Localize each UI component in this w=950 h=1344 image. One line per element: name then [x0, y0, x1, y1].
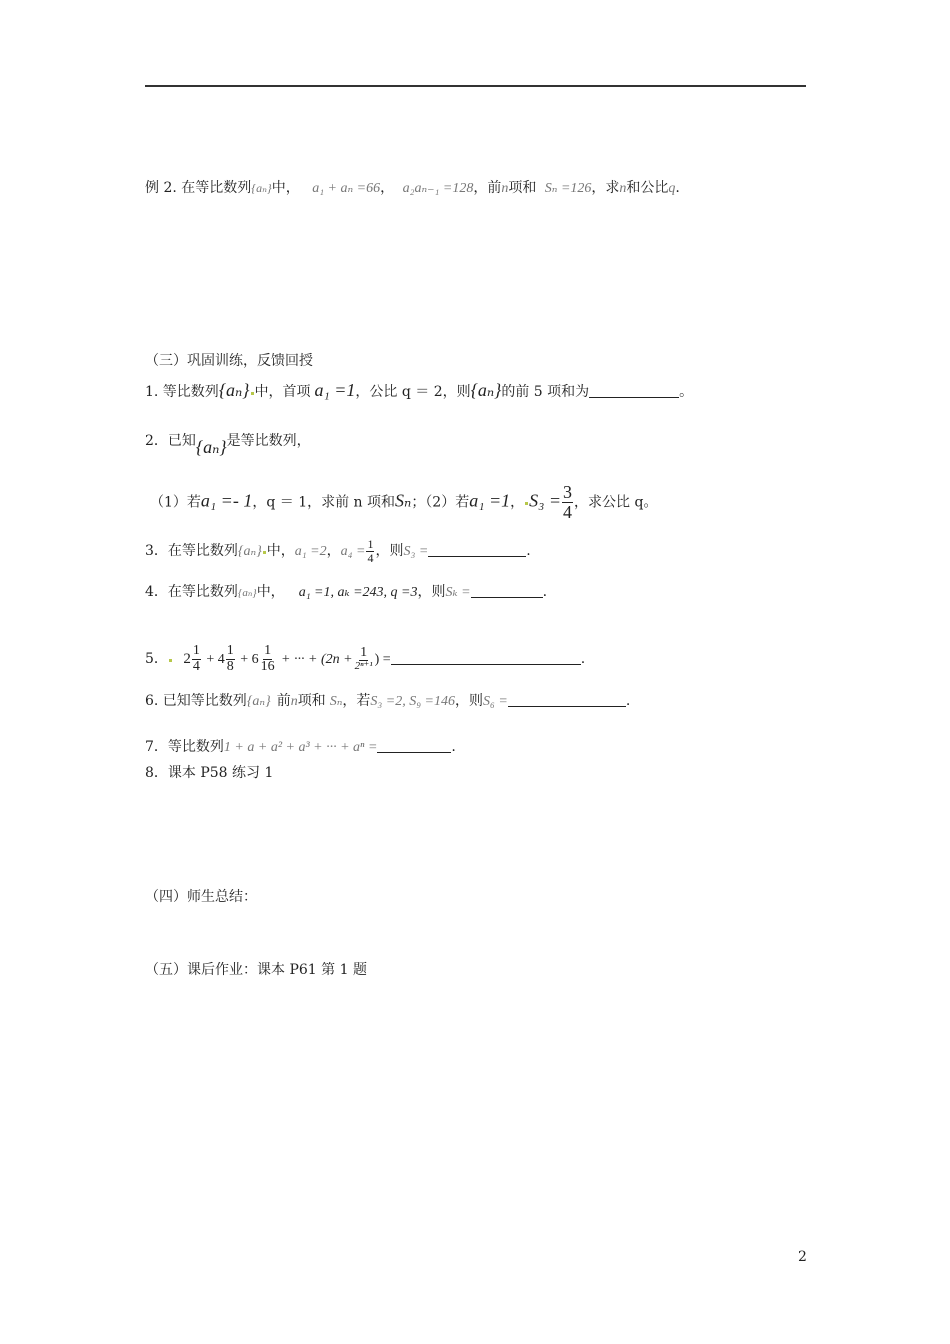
seq-an: {aₙ}: [237, 544, 262, 560]
answer-blank[interactable]: [391, 652, 581, 665]
header-rule: [145, 85, 806, 87]
expr-term: + 6: [240, 652, 259, 668]
text: 前: [276, 693, 291, 709]
text: （1）若: [150, 494, 201, 511]
eq-a2-an-1: a₂aₙ₋₁ =128: [402, 181, 474, 196]
question-6: [145, 694, 630, 709]
text: 6. 已知等比数列: [145, 693, 247, 709]
expr-term: 2: [183, 651, 191, 668]
answer-blank[interactable]: [377, 740, 451, 753]
eq-a4: a₄ =: [340, 544, 366, 560]
text: ，求: [591, 180, 620, 196]
question-2-parts: [150, 483, 657, 522]
text: ，则: [417, 584, 446, 600]
text: 和公比: [626, 180, 669, 196]
fraction-1-2n1: $\frac{1}{\text{2ⁿ⁺¹}}$: [354, 644, 373, 673]
text: 项和: [508, 180, 537, 196]
sep: ，前: [473, 180, 502, 196]
expr-term: + ··· + (2n +: [281, 652, 353, 668]
section-4-title: （四）师生总结：: [145, 889, 257, 905]
text: .: [526, 543, 531, 560]
text: .: [542, 584, 548, 600]
eq-s3: S₃ =: [403, 544, 429, 560]
seq-an: {aₙ}: [195, 437, 227, 457]
var-sn: Sₙ: [395, 490, 412, 511]
answer-blank[interactable]: [589, 385, 679, 398]
text: 2．已知: [145, 433, 196, 449]
text: 。: [679, 384, 694, 400]
text: .: [675, 180, 680, 196]
expr-term: + 4: [206, 652, 225, 668]
fraction-1-8: $\frac{1}{8}$: [226, 643, 234, 674]
question-4: [145, 585, 547, 600]
question-7: [145, 740, 456, 755]
question-1: [145, 381, 693, 399]
text: 5．: [145, 651, 168, 668]
fraction-1-4: $\frac{1}{4}$: [192, 643, 200, 674]
eq-s3: S₃ =: [529, 490, 562, 511]
answer-blank[interactable]: [508, 694, 626, 707]
question-2: [145, 430, 311, 457]
eq-a1: a₁ =2: [294, 544, 327, 560]
marker-dot: [525, 502, 528, 505]
fraction-1-16: $\frac{1}{16}$: [260, 643, 275, 674]
expr-term: ) =: [374, 652, 391, 668]
var-n: n: [501, 181, 509, 196]
text: ，则: [375, 543, 404, 560]
answer-blank[interactable]: [428, 544, 526, 557]
var-n: n: [619, 181, 627, 196]
text: .: [625, 693, 631, 709]
eq-a1: a₁ =- 1: [200, 490, 253, 511]
text: 4．在等比数列: [145, 584, 238, 600]
eq-sk: Sₖ =: [445, 585, 471, 600]
text: ，q ＝ 1，求前 n 项和: [252, 494, 396, 511]
text: 1. 等比数列: [145, 384, 219, 400]
seq-an: {aₙ}: [218, 380, 250, 400]
expr-series: 1 + a + a² + a³ + ··· + aⁿ =: [223, 740, 378, 755]
text: ，: [326, 543, 341, 560]
text: ，则: [455, 693, 484, 709]
text: ，公比 q ＝ 2，则: [355, 384, 471, 400]
eq-a1: a₁ =1: [314, 380, 356, 400]
example-2-mid: 中，: [271, 180, 300, 196]
seq-an: {aₙ}: [251, 181, 272, 195]
text: 中，: [266, 543, 295, 560]
page-number: 2: [798, 1249, 807, 1265]
eq-sn: Sₙ =126: [544, 181, 592, 196]
text: ，: [510, 494, 525, 511]
text: ，若: [342, 693, 371, 709]
text: 3．在等比数列: [145, 543, 238, 560]
sep: ，: [380, 180, 395, 196]
text: 中，: [256, 584, 285, 600]
section-5-title: （五）课后作业：课本 P61 第 1 题: [145, 962, 367, 978]
marker-dot: [169, 659, 172, 662]
text: 中，首项: [254, 384, 311, 400]
var-n: n: [290, 694, 298, 709]
question-8: 8．课本 P58 练习 1: [145, 765, 274, 781]
text: ；（2）若: [411, 494, 470, 511]
text: 7．等比数列: [145, 739, 224, 755]
var-sn: Sₙ: [329, 694, 343, 709]
marker-dot: [263, 551, 266, 554]
text: 是等比数列，: [226, 433, 311, 449]
answer-blank[interactable]: [471, 585, 543, 598]
eq-a1: a₁ =1: [469, 490, 511, 511]
seq-an: {aₙ}: [246, 694, 271, 709]
var-q: q: [668, 181, 676, 196]
text: .: [451, 739, 456, 755]
text: .: [580, 651, 586, 668]
marker-dot: [251, 392, 254, 395]
example-2-prefix: 例 2. 在等比数列: [145, 180, 252, 196]
section-3-title: （三）巩固训练，反馈回授: [145, 353, 313, 369]
text: ，求公比 q。: [574, 494, 658, 511]
eq-s3-s9: S₃ =2, S₉ =146: [370, 694, 456, 709]
eq-s6: S₆ =: [483, 694, 508, 709]
eq-a1-plus-an: a₁ + aₙ =66: [312, 181, 381, 196]
text: 的前 5 项和为: [501, 384, 590, 400]
question-5: [145, 644, 585, 674]
eq-given: a₁ =1, aₖ =243, q =3: [298, 585, 418, 600]
seq-an: {aₙ}: [237, 587, 257, 599]
example-2: [145, 181, 680, 196]
fraction-3-4: $\frac{3}{4}$: [563, 482, 573, 522]
seq-an: {aₙ}: [470, 380, 502, 400]
fraction-1-4: $\frac{1}{4}$: [367, 537, 374, 565]
text: 项和: [297, 693, 326, 709]
question-3: [145, 538, 531, 564]
